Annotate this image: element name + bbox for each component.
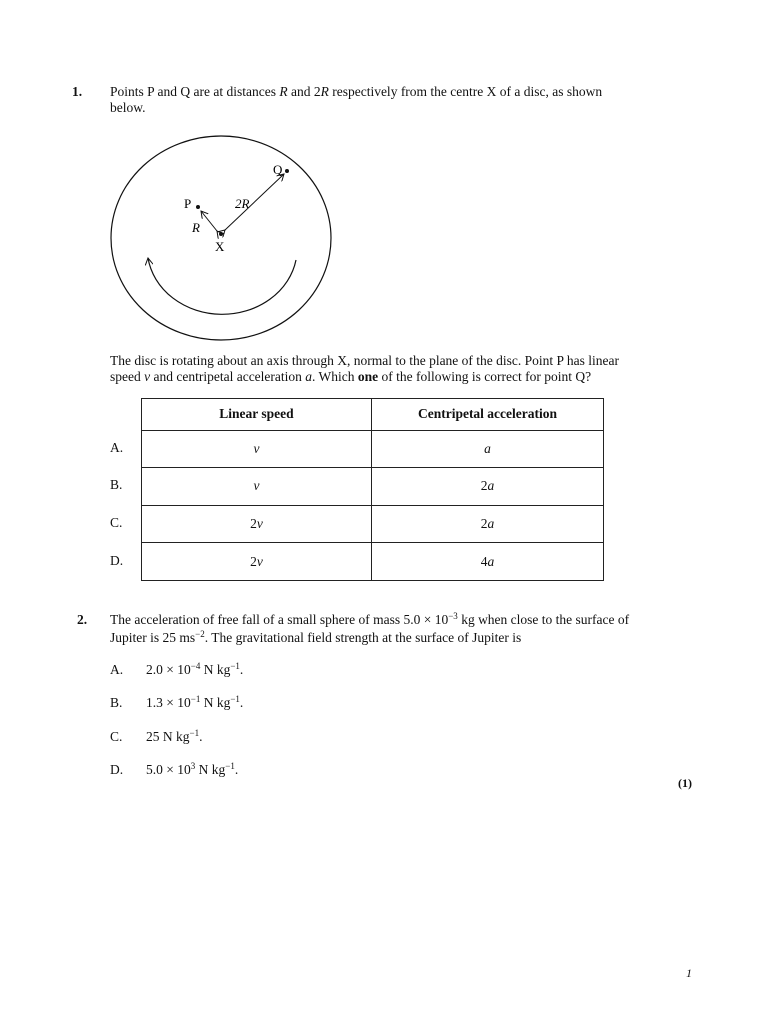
question-2-text-line1: The acceleration of free fall of a small sphere of mass $5.0 \times 10^{-3}$ kg when close to the surface of <box>110 611 630 627</box>
question-1-number: 1. <box>72 84 83 99</box>
disc-outline <box>111 136 331 340</box>
label-x: X <box>215 239 225 254</box>
page-number: 1 <box>686 966 692 980</box>
q2-option-label-a: A. <box>110 662 124 677</box>
point-x-dot <box>219 232 223 236</box>
acceleration-cell: 2a <box>372 468 604 506</box>
label-q: Q <box>273 162 283 177</box>
table-row <box>142 543 604 581</box>
acceleration-cell: 2a <box>372 505 604 543</box>
table-row <box>142 468 604 506</box>
label-p: P <box>184 196 192 211</box>
question-2-number: 2. <box>77 612 88 627</box>
rotation-direction-arrow <box>148 258 296 314</box>
answer-options-table <box>141 398 604 581</box>
q2-option-b-text: $1.3 \times 10^{-1}$ N $kg^{-1}$. <box>146 694 244 710</box>
table-row <box>142 430 604 468</box>
label-2r: 2R <box>235 196 250 211</box>
table-row <box>142 505 604 543</box>
point-q-dot <box>285 169 289 173</box>
question-1-paragraph-line1: The disc is rotating about an axis through X, normal to the plane of the disc. Point P has linear <box>110 353 620 368</box>
radius-2r-arrow <box>225 174 284 230</box>
speed-cell: 2v <box>142 543 372 581</box>
marks-indicator: (1) <box>678 776 692 790</box>
table-header-row <box>142 399 604 431</box>
q2-option-label-b: B. <box>110 695 123 710</box>
option-label-a: A. <box>110 440 124 455</box>
question-1-text-line2: below. <box>110 100 146 115</box>
question-1-paragraph-line2: speed v and centripetal acceleration a. Which one of the following is correct for point Q? <box>110 369 592 384</box>
question-2-text-line2: Jupiter is 25 $ms^{-2}$. The gravitational field strength at the surface of Jupiter is <box>110 629 522 645</box>
acceleration-cell: a <box>372 430 604 468</box>
q2-option-label-c: C. <box>110 729 123 744</box>
acceleration-cell: 4a <box>372 543 604 581</box>
label-r: R <box>192 220 200 235</box>
q2-option-a-text: $2.0 \times 10^{-4}$ N $kg^{-1}$. <box>146 661 244 677</box>
speed-cell: 2v <box>142 505 372 543</box>
q2-option-label-d: D. <box>110 762 124 777</box>
q2-option-d-text: $5.0 \times 10^3$ N $kg^{-1}$. <box>146 761 239 777</box>
point-p-dot <box>196 205 200 209</box>
header-centripetal-acceleration: Centripetal acceleration <box>372 399 604 431</box>
option-label-d: D. <box>110 553 124 568</box>
q2-option-c-text: 25 N $kg^{-1}$. <box>146 728 203 744</box>
radius-r-arrow <box>201 211 217 231</box>
option-label-c: C. <box>110 515 123 530</box>
rotating-disc-diagram <box>100 128 350 353</box>
header-linear-speed: Linear speed <box>142 399 372 431</box>
question-1-text-line1: Points P and Q are at distances R and 2R respectively from the centre X of a disc, as shown <box>110 84 603 99</box>
speed-cell: v <box>142 430 372 468</box>
speed-cell: v <box>142 468 372 506</box>
option-label-b: B. <box>110 477 123 492</box>
